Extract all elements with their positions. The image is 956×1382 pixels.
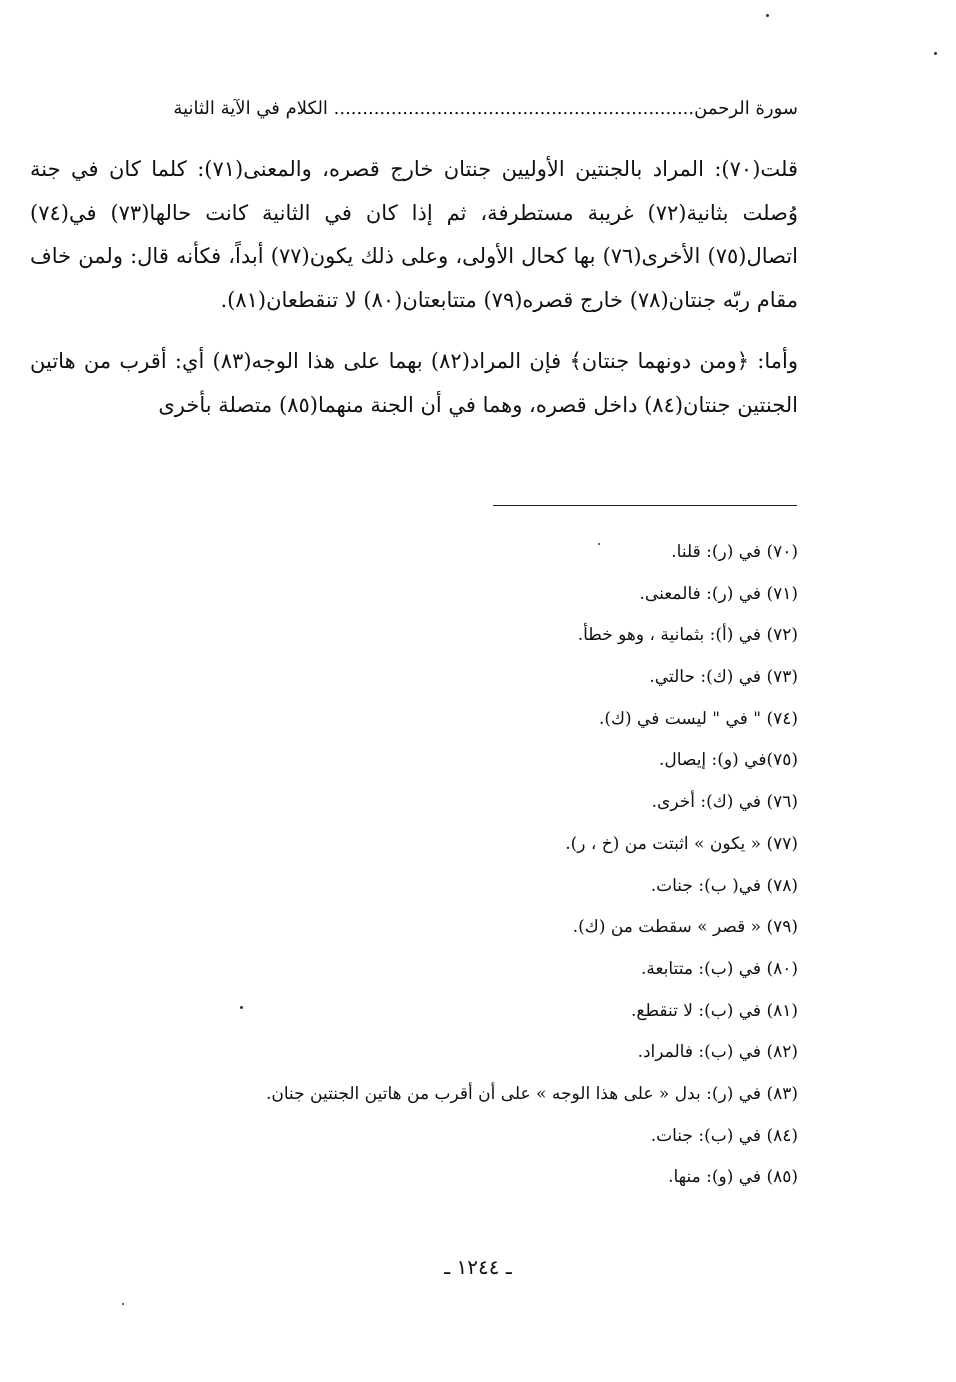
footnote-82: (٨٢) في (ب): فالمراد. — [637, 1042, 798, 1063]
scan-speck — [934, 52, 937, 55]
footnote-73: (٧٣) في (ك): حالتي. — [649, 667, 798, 688]
footnote-separator-rule — [493, 505, 797, 506]
footnote-76: (٧٦) في (ك): أخرى. — [651, 792, 798, 813]
footnote-74: (٧٤) " في " ليست في (ك). — [598, 708, 798, 729]
footnote-75: (٧٥)في (و): إيصال. — [659, 750, 798, 771]
footnote-77: (٧٧) « يكون » اثبتت من (خ ، ر). — [565, 833, 798, 854]
footnote-81: (٨١) في (ب): لا تنقطع. — [631, 1000, 798, 1021]
footnotes-list — [28, 532, 798, 1199]
footnote-83: (٨٣) في (ر): بدل « على هذا الوجه » على أن أقرب من هاتين الجنتين جنان. — [265, 1083, 798, 1104]
body-paragraph-1: قلت(٧٠): المراد بالجنتين الأوليين جنتان خارج قصره، والمعنى(٧١): كلما كان في جنة وُصلت بثانية(٧٢) غريبة مستطرفة، ثم إذا كان في الثانية كانت حالها(٧٣) في(٧٤) اتصال(٧٥) الأخرى(٧٦) بها كحال الأولى، وعلى ذلك يكون(٧٧) أبداً، فكأنه قال: ولمن خاف مقام ربّه جنتان(٧٨) خارج قصره(٧٩) متتابعتان(٨٠) لا تنقطعان(٨١). — [30, 157, 799, 312]
body-paragraph-2: وأما: ﴿ومن دونهما جنتان﴾ فإن المراد(٨٢) بهما على هذا الوجه(٨٣) أي: أقرب من هاتين الجنتين جنتان(٨٤) داخل قصره، وهما في أن الجنة منهما(٨٥) متصلة بأخرى — [30, 349, 799, 417]
footnote-78: (٧٨) في( ب): جنات. — [650, 875, 798, 896]
main-text — [30, 148, 798, 427]
scan-speck — [766, 14, 769, 17]
footnote-70: (٧٠) في (ر): قلنا. — [671, 542, 798, 562]
scan-speck — [598, 543, 600, 545]
footnote-79: (٧٩) « قصر » سقطت من (ك). — [572, 917, 798, 938]
scan-speck — [122, 1303, 124, 1305]
footnote-71: (٧١) في (ر): فالمعنى. — [639, 583, 798, 604]
footnote-80: (٨٠) في (ب): متتابعة. — [640, 958, 798, 979]
running-header: سورة الرحمن............................................................... الكلام في الآية الثانية — [173, 98, 798, 119]
footnote-84: (٨٤) في (ب): جنات. — [650, 1125, 798, 1146]
footnote-85: (٨٥) في (و): منها. — [668, 1167, 798, 1188]
scan-speck — [240, 1006, 243, 1009]
footnote-72: (٧٢) في (أ): بثمانية ، وهو خطأ. — [577, 625, 798, 646]
page-number: ـ ١٢٤٤ ـ — [444, 1255, 512, 1279]
